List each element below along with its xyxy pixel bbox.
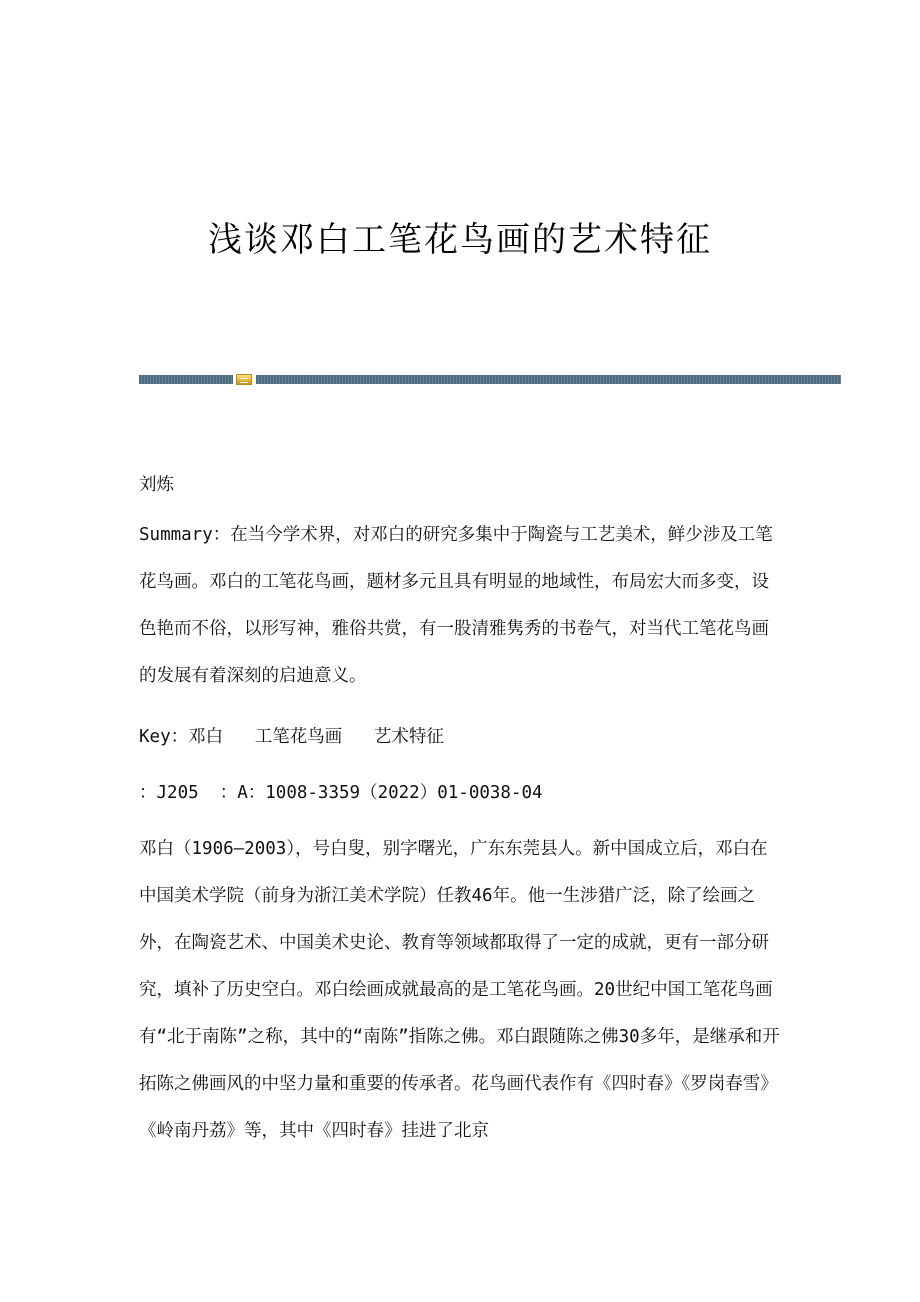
ornament-icon (236, 374, 252, 385)
title-divider (139, 375, 841, 384)
body-paragraph: 邓白（1906—2003），号白叟，别字曙光，广东东莞县人。新中国成立后，邓白在中国美术学院（前身为浙江美术学院）任教46年。他一生涉猎广泛，除了绘画之外，在陶瓷艺术、中国美术史论、教育等领域都取得了一定的成就，更有一部分研究，填补了历史空白。邓白绘画成就最高的是工笔花鸟画。20世纪中国工笔花鸟画有“北于南陈”之称，其中的“南陈”指陈之佛。邓白跟随陈之佛30多年，是继承和开拓陈之佛画风的中坚力量和重要的传承者。花鸟画代表作有《四时春》《罗岗春雪》《岭南丹荔》等，其中《四时春》挂进了北京 (139, 839, 780, 1141)
divider-bar-left (139, 375, 233, 384)
classification-line: ：J205 ：A：1008-3359（2022）01-0038-04 (139, 783, 543, 803)
keywords-line: Key：邓白 工笔花鸟画 艺术特征 (139, 727, 444, 747)
summary-paragraph: Summary：在当今学术界，对邓白的研究多集中于陶瓷与工艺美术，鲜少涉及工笔花鸟画。邓白的工笔花鸟画，题材多元且具有明显的地域性，布局宏大而多变，设色艳而不俗，以形写神，雅俗共赏，有一股清雅隽秀的书卷气，对当代工笔花鸟画的发展有着深刻的启迪意义。 (139, 525, 773, 686)
author-name: 刘炼 (139, 475, 174, 495)
divider-bar-right (256, 375, 841, 384)
document-title: 浅谈邓白工笔花鸟画的艺术特征 (208, 220, 712, 260)
